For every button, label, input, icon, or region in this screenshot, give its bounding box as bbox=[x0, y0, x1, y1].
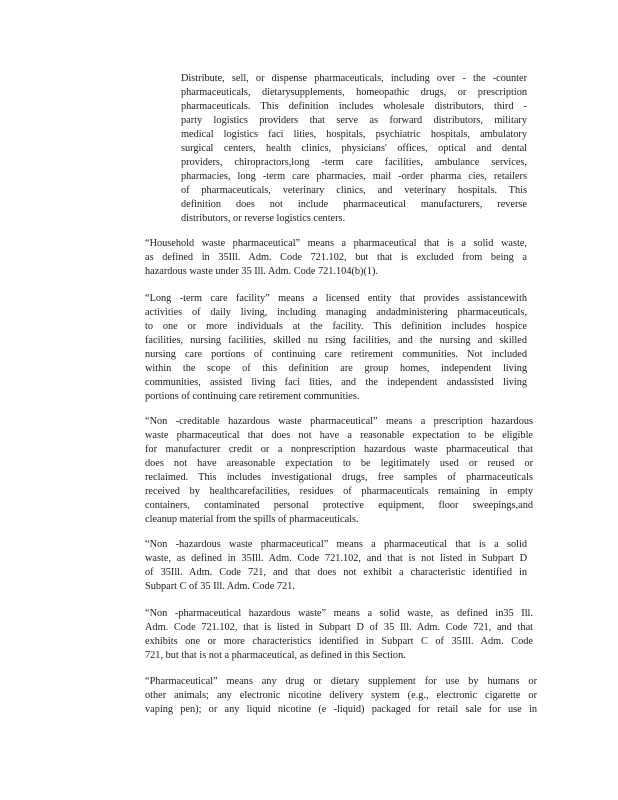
text-line: “Household waste pharmaceutical” means a pharmaceutical that is a solid waste, bbox=[145, 238, 527, 249]
text-line: vaping pen); or any liquid nicotine (e -liquid) packaged for retail sale for use in bbox=[145, 704, 537, 715]
text-line: reclaimed. This includes investigational drugs, free samples of pharmaceuticals bbox=[145, 472, 533, 483]
text-line: waste, as defined in 35Ill. Adm. Code 721.102, and that is not listed in Subpart D bbox=[145, 553, 527, 564]
paragraph-household-waste-pharmaceutical bbox=[145, 237, 527, 279]
text-line: 721, but that is not a pharmaceutical, as defined in this Section. bbox=[145, 650, 406, 661]
text-line: facilities, nursing facilities, skilled nu rsing facilities, and the nursing and skilled bbox=[145, 335, 527, 346]
text-line: received by healthcarefacilities, residues of pharmaceuticals remaining in empty bbox=[145, 486, 533, 497]
paragraph-pharmaceutical-definition bbox=[145, 675, 537, 717]
text-line: activities of daily living, including managing andadministering pharmaceuticals, bbox=[145, 307, 527, 318]
text-line: nursing care portions of continuing care retirement communities. Not included bbox=[145, 349, 527, 360]
text-line: of 35Ill. Adm. Code 721, and that does not exhibit a characteristic identified in bbox=[145, 567, 527, 578]
text-line: exhibits one or more characteristics identified in Subpart C of 35Ill. Adm. Code bbox=[145, 636, 533, 647]
text-line: within the scope of this definition are group homes, independent living bbox=[145, 363, 527, 374]
text-line: to one or more individuals at the facility. This definition includes hospice bbox=[145, 321, 527, 332]
text-line: of pharmaceuticals, veterinary clinics, and veterinary hospitals. This bbox=[181, 185, 527, 196]
text-line: as defined in 35Ill. Adm. Code 721.102, but that is excluded from being a bbox=[145, 252, 527, 263]
text-line: definition does not include pharmaceutical manufacturers, reverse bbox=[181, 199, 527, 210]
text-line: party logistics providers that serve as forward distributors, military bbox=[181, 115, 527, 126]
text-line: other animals; any electronic nicotine delivery system (e.g., electronic cigarette or bbox=[145, 690, 537, 701]
text-line: pharmacies, long -term care pharmacies, mail -order pharma cies, retailers bbox=[181, 171, 527, 182]
text-line: “Pharmaceutical” means any drug or dietary supplement for use by humans or bbox=[145, 676, 537, 687]
text-line: Distribute, sell, or dispense pharmaceuticals, including over - the -counter bbox=[181, 73, 527, 84]
text-line: communities, assisted living faci lities, and the independent andassisted living bbox=[145, 377, 527, 388]
text-line: surgical centers, health clinics, physicians' offices, optical and dental bbox=[181, 143, 527, 154]
text-line: providers, chiropractors,long -term care facilities, ambulance services, bbox=[181, 157, 527, 168]
text-line: portions of continuing care retirement communities. bbox=[145, 391, 360, 402]
text-line: pharmaceuticals. This definition includes wholesale distributors, third - bbox=[181, 101, 527, 112]
text-line: containers, contaminated personal protective equipment, floor sweepings,and bbox=[145, 500, 533, 511]
text-line: cleanup material from the spills of pharmaceuticals. bbox=[145, 514, 359, 525]
text-line: “Long -term care facility” means a licensed entity that provides assistancewith bbox=[145, 293, 527, 304]
text-line: waste pharmaceutical that does not have a reasonable expectation to be eligible bbox=[145, 430, 533, 441]
paragraph-non-hazardous-waste-pharmaceutical bbox=[145, 538, 527, 594]
paragraph-non-creditable-hazardous-waste-pharmaceutical bbox=[145, 415, 533, 527]
text-line: for manufacturer credit or a nonprescription hazardous waste pharmaceutical that bbox=[145, 444, 533, 455]
paragraph-long-term-care-facility bbox=[145, 292, 527, 404]
text-line: distributors, or reverse logistics centers. bbox=[181, 213, 346, 224]
text-line: Adm. Code 721.102, that is listed in Subpart D of 35 Ill. Adm. Code 721, and that bbox=[145, 622, 533, 633]
paragraph-non-pharmaceutical-hazardous-waste bbox=[145, 607, 533, 663]
text-line: hazardous waste under 35 Ill. Adm. Code 721.104(b)(1). bbox=[145, 266, 379, 277]
text-line: pharmaceuticals, dietarysupplements, homeopathic drugs, or prescription bbox=[181, 87, 527, 98]
text-line: Subpart C of 35 Ill. Adm. Code 721. bbox=[145, 581, 295, 592]
text-line: “Non -hazardous waste pharmaceutical” means a pharmaceutical that is a solid bbox=[145, 539, 527, 550]
text-line: medical logistics faci lities, hospitals, psychiatric hospitals, ambulatory bbox=[181, 129, 527, 140]
paragraph-distributor-definition bbox=[181, 72, 527, 226]
text-line: “Non -creditable hazardous waste pharmaceutical” means a prescription hazardous bbox=[145, 416, 533, 427]
text-line: does not have areasonable expectation to be legitimately used or reused or bbox=[145, 458, 533, 469]
text-line: “Non -pharmaceutical hazardous waste” means a solid waste, as defined in35 Ill. bbox=[145, 608, 533, 619]
